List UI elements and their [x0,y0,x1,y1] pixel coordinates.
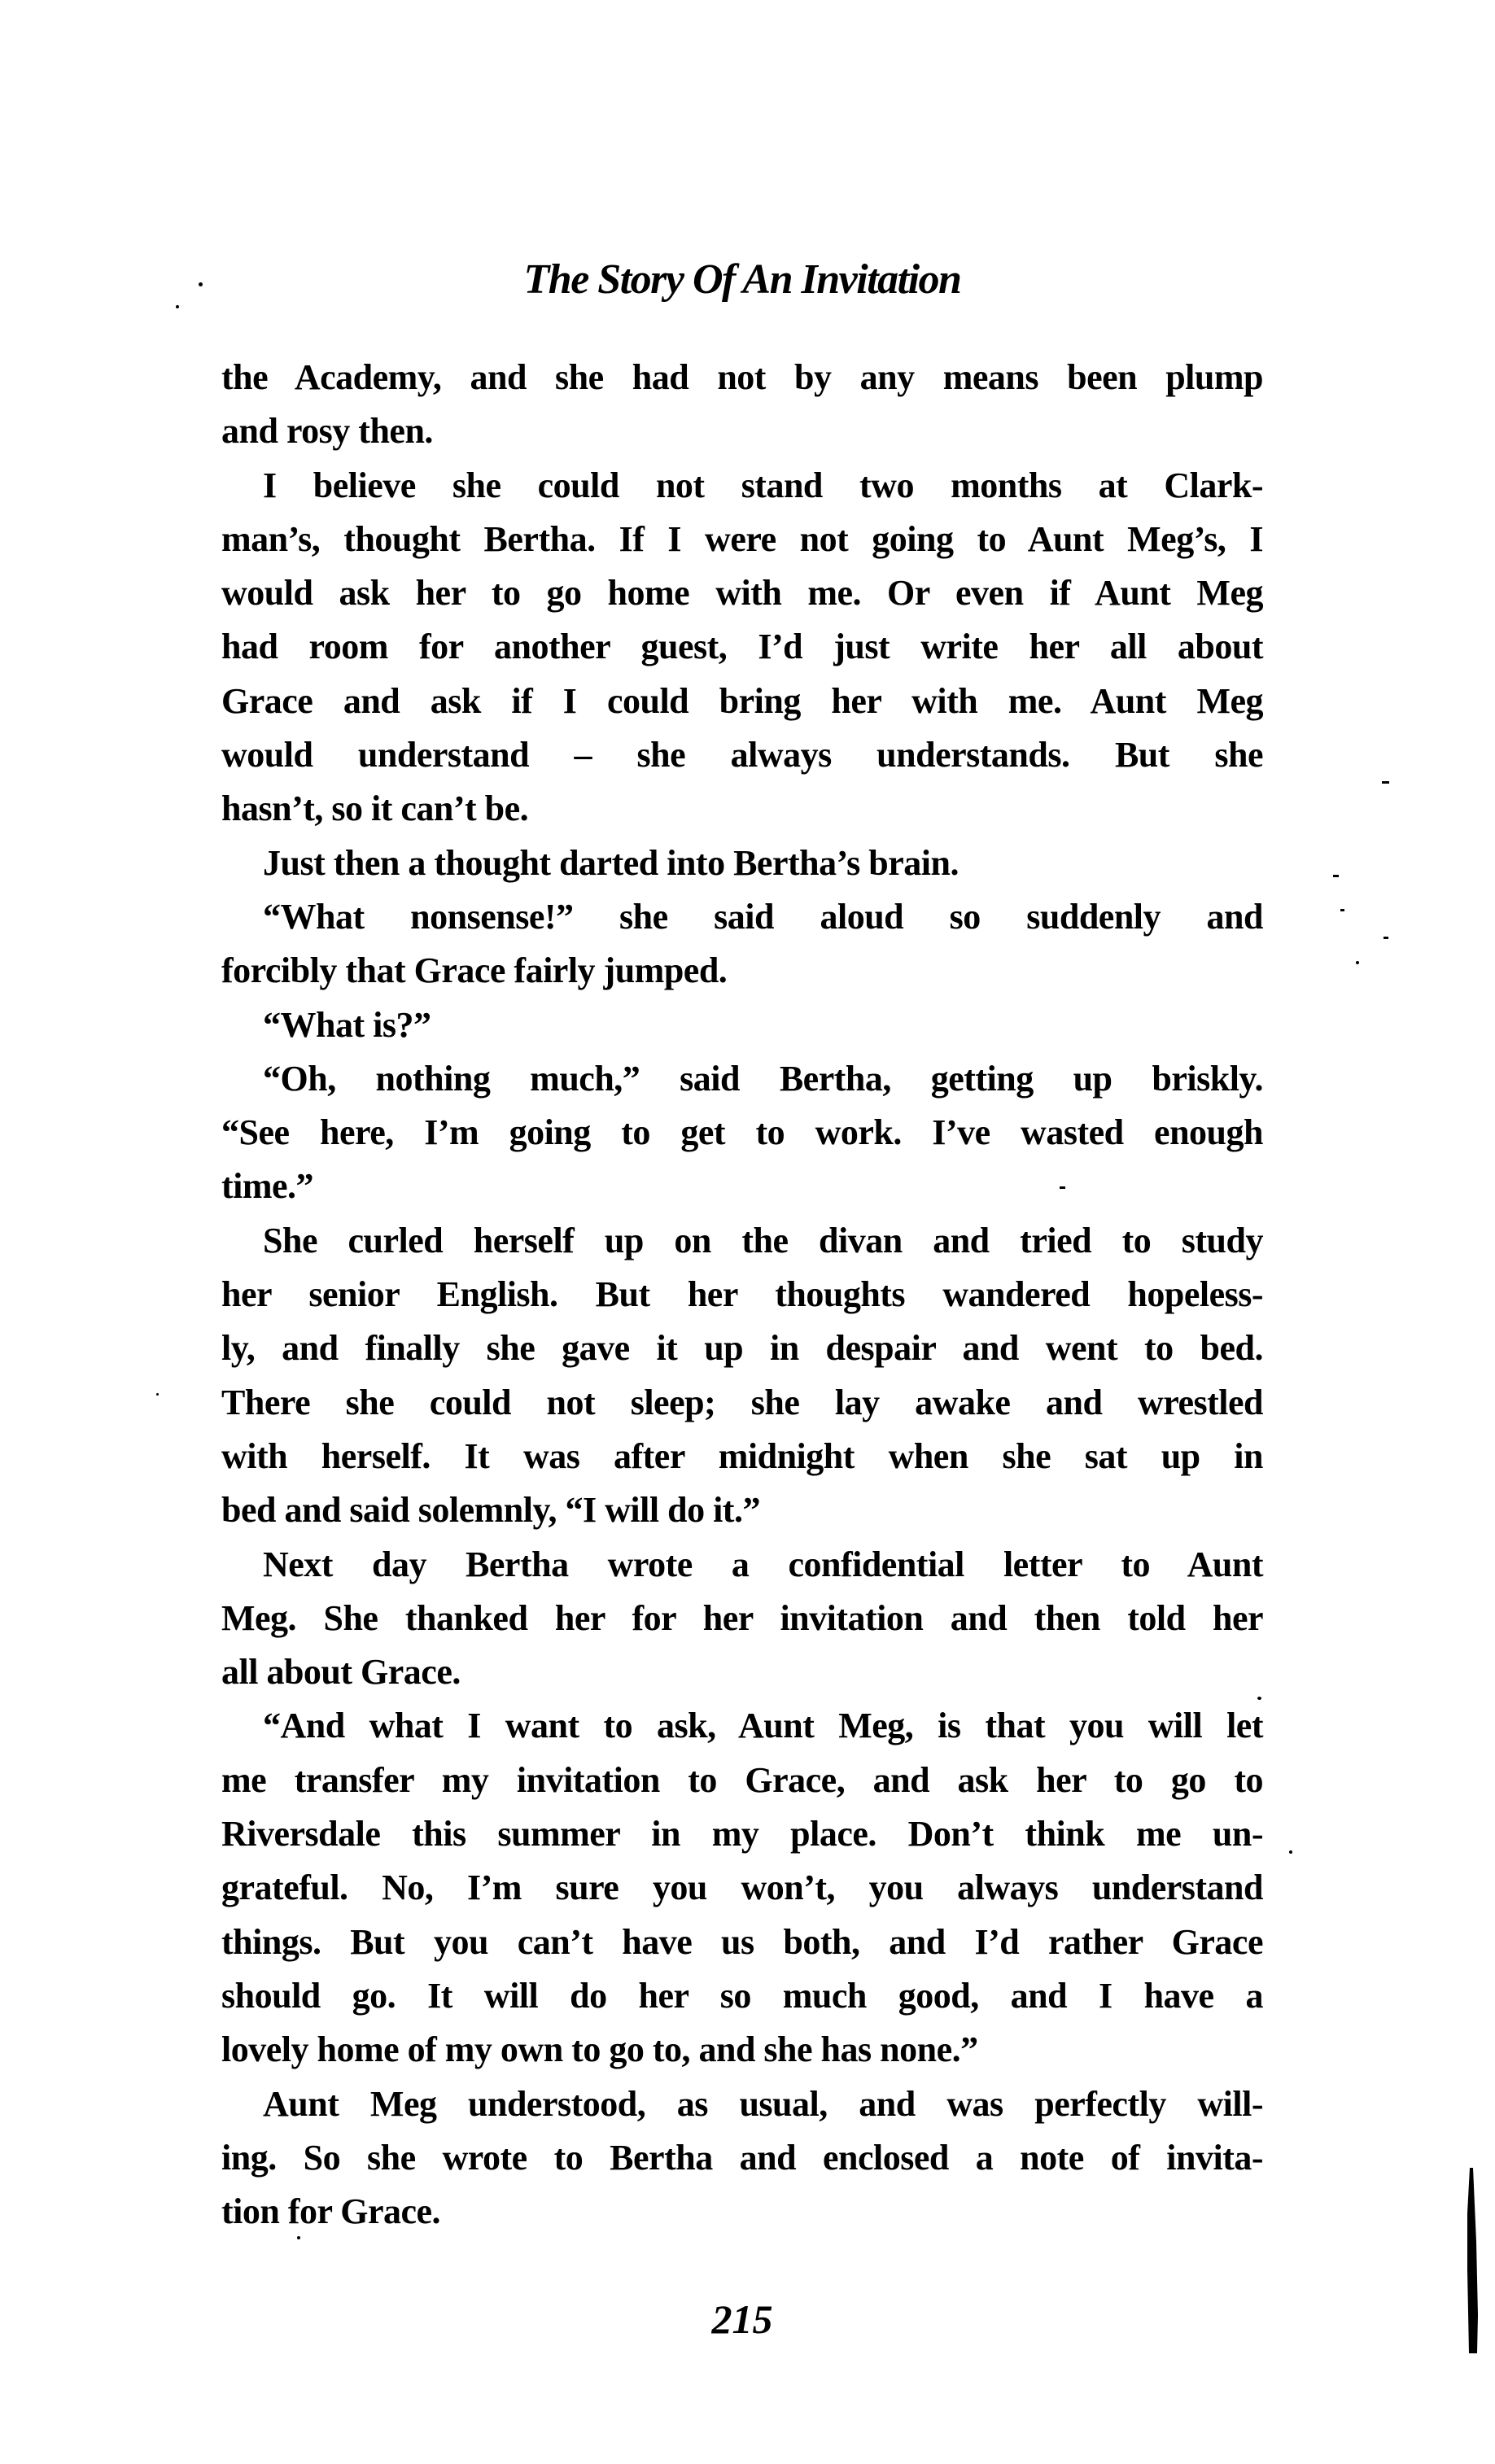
text-line: “See here, I’m going to get to work. I’ve wasted enough [221,1112,1263,1153]
text-line: should go. It will do her so much good, and I have a [221,1975,1263,2016]
text-line: all about Grace. [221,1652,461,1693]
text-line: There she could not sleep; she lay awake and wrestled [221,1382,1263,1422]
text-line: would ask her to go home with me. Or even if Aunt Meg [221,573,1263,614]
text-line: me transfer my invitation to Grace, and ask her to go to [221,1759,1263,1800]
text-line: lovely home of my own to go to, and she has none.” [221,2029,978,2070]
scan-speck [1289,1850,1292,1854]
text-line: She curled herself up on the divan and tried to study [263,1220,1263,1260]
scan-speck [1384,937,1388,939]
scan-speck [1340,909,1344,911]
text-line: had room for another guest, I’d just write her all about [221,627,1263,667]
scan-speck [156,1393,159,1396]
scan-speck [1356,961,1359,964]
page-number: 215 [711,2296,773,2342]
body-text [221,351,1263,2239]
scan-speck [1060,1186,1065,1189]
scan-speck [176,305,179,308]
text-line: “Oh, nothing much,” said Bertha, getting up briskly. [263,1058,1263,1099]
text-line: hasn’t, so it can’t be. [221,789,529,829]
scan-speck [1382,781,1389,784]
text-line: things. But you can’t have us both, and I’d rather Grace [221,1921,1263,1962]
scan-speck [199,282,203,286]
scan-speck [1257,1697,1261,1700]
text-line: man’s, thought Bertha. If I were not going to Aunt Meg’s, I [221,518,1263,559]
scan-speck [297,2236,300,2239]
text-line: “And what I want to ask, Aunt Meg, is that you will let [263,1706,1263,1746]
text-line: the Academy, and she had not by any means been plump [221,357,1263,397]
text-line: and rosy then. [221,411,433,452]
text-line: Next day Bertha wrote a confidential letter to Aunt [263,1544,1263,1584]
chapter-title: The Story Of An Invitation [523,256,961,303]
text-line: I believe she could not stand two months at Clark- [263,465,1263,505]
text-line: with herself. It was after midnight when she sat up in [221,1435,1263,1476]
text-line: grateful. No, I’m sure you won’t, you always understand [221,1868,1263,1908]
text-line: Riversdale this summer in my place. Don’t think me un- [221,1814,1263,1855]
text-line: ly, and finally she gave it up in despair and went to bed. [221,1328,1263,1369]
text-line: time.” [221,1166,314,1207]
scan-speck [1333,875,1339,877]
text-line: tion for Grace. [221,2191,441,2232]
text-line: ing. So she wrote to Bertha and enclosed a note of invita- [221,2137,1263,2178]
text-line: forcibly that Grace fairly jumped. [221,950,728,991]
text-line: bed and said solemnly, “I will do it.” [221,1490,760,1531]
text-line: would understand – she always understands. But she [221,735,1263,775]
text-line: Just then a thought darted into Bertha’s brain. [263,842,959,883]
text-line: her senior English. But her thoughts wandered hopeless- [221,1274,1263,1315]
text-line: Grace and ask if I could bring her with me. Aunt Meg [221,680,1263,721]
text-line: Meg. She thanked her for her invitation and then told her [221,1597,1263,1638]
text-line: Aunt Meg understood, as usual, and was perfectly will- [263,2083,1263,2124]
scan-streak-artifact [1467,2168,1478,2353]
text-line: “What is?” [263,1004,431,1045]
text-line: “What nonsense!” she said aloud so suddenly and [263,896,1263,937]
